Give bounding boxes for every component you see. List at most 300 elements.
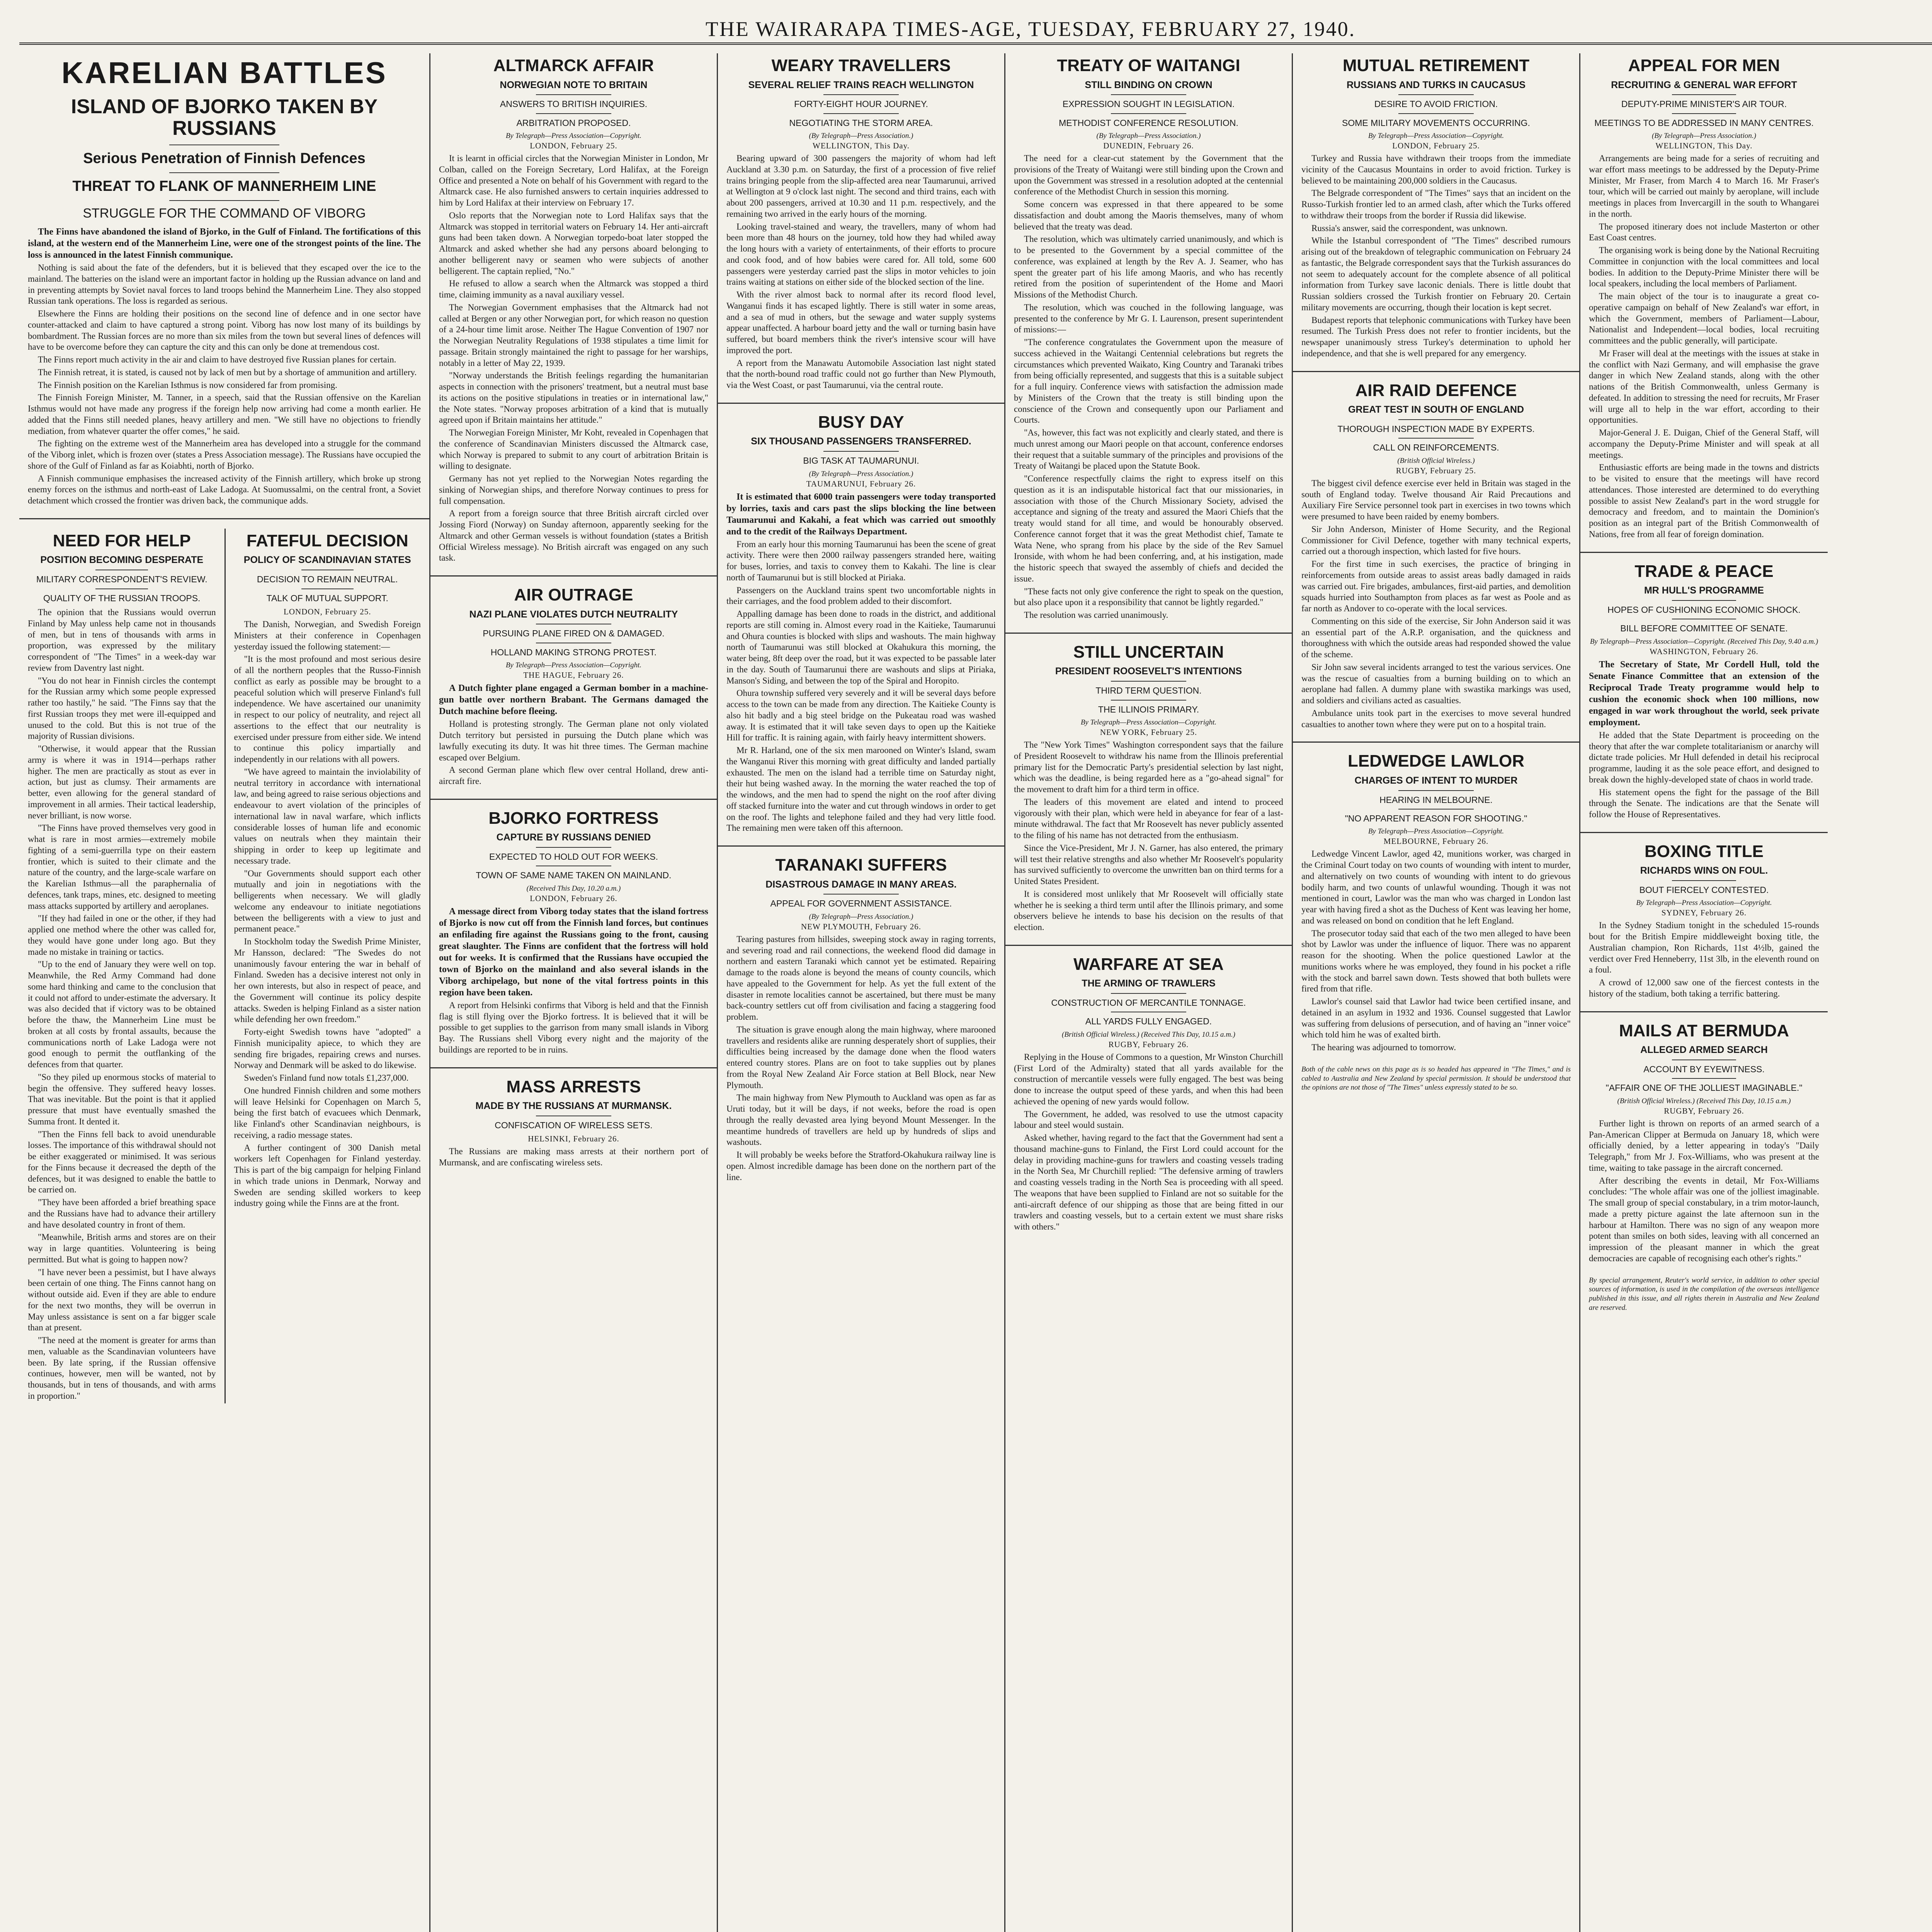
- divider: [718, 845, 1004, 847]
- wire-credit: (By Telegraph—Press Association.): [809, 132, 913, 140]
- paragraph: It is estimated that 6000 train passengers were today transported by lorries, taxis and cars past the slips blocking the line between Taumarunui and Kakahi, a feat which was carried out smoothly and to the credit of the Railways Department.: [726, 492, 996, 537]
- paragraph: Holland is protesting strongly. The German plane not only violated Dutch territory but persisted in pursuing the Dutch plane which was lawfully executing its duty. It was hit three times. The German machine escaped over Belgium.: [439, 719, 708, 762]
- paragraph: "Conference respectfully claims the right to express itself on this question as it is an indisputable historical fact that our missionaries, in association with those of the Church Missionary Society, advised the acceptance and signing of the treaty and assured the Maori Chiefs that the treaty would stand for all time, and would be honourably observed. Conference cannot forget that it was the great Methodist chief, Tamate te Wata Nene, who sprang from his place by the side of the Rev Samuel Ironside, with whom he had been conferring, and, at his instigation, made the historic speech that swayed the assembly of chiefs and decided the issue.: [1014, 474, 1283, 583]
- times-footnote: Both of the cable news on this page as is so headed has appeared in "The Times," and is cabled to Australia and New Zealand by special permission. It should be understood that the opinions are not those of "The Times" unless expressly stated to be so.: [1301, 1065, 1571, 1092]
- paragraph: The main highway from New Plymouth to Auckland was open as far as Uruti today, but it will be days, if not weeks, before the road is open through the really devasted area lying beyond Mount Messenger. In the meantime hundreds of travellers are held up by hundreds of slips and washouts.: [726, 1093, 996, 1147]
- deck: BILL BEFORE COMMITTEE OF SENATE.: [1620, 623, 1788, 634]
- divider: [1580, 1011, 1828, 1012]
- article-trade-and-peace: [1589, 562, 1819, 820]
- paragraph: After describing the events in detail, Mr Fox-Williams concludes: "The whole affair was one of the jolliest imaginable. The small group of special constabulary, in a trim motor-launch, made a pretty picture against the late afternoon sun in the harbour at Hamilton. There was no sign of any weapon more potent than smiles on both sides, leaving with all concerned an impression of the pleasant manner in which the great democracies are capable of recognising each other's rights.": [1589, 1175, 1819, 1263]
- article-mass-arrests: [439, 1078, 708, 1168]
- divider: [823, 113, 899, 114]
- paragraph: The Finnish Foreign Minister, M. Tanner, in a speech, said that the Russian offensive on the Karelian Isthmus would not have made any progress if the foreign help now arriving had come a month earlier. He added that the Finns still needed planes, heavy artillery and men. "We still have no objections to friendly mediation, from whatever quarter the offer comes," he said.: [28, 393, 421, 436]
- divider: [430, 575, 717, 577]
- deck: MILITARY CORRESPONDENT'S REVIEW.: [36, 574, 207, 585]
- deck: BOUT FIERCELY CONTESTED.: [1639, 885, 1769, 895]
- divider: [1398, 438, 1474, 439]
- dateline: LONDON, February 26.: [530, 893, 617, 903]
- subheadline: ISLAND OF BJORKO TAKEN BY RUSSIANS: [71, 95, 378, 140]
- divider: [536, 847, 611, 848]
- wire-credit: By Telegraph—Press Association—Copyright.: [1368, 132, 1504, 140]
- paragraph: "Norway understands the British feelings regarding the humanitarian aspects in connection with the prisoners' treatment, but a neutral must base its actions on the positive stipulations in treaties or in international law," the Note states. "Norway proposes arbitration of a kind that is mutually agreed upon if Britain maintains her attitude.": [439, 371, 708, 425]
- paragraph: Asked whether, having regard to the fact that the Government had sent a thousand machine-guns to Finland, the First Lord could account for the delay in providing machine-guns for trawlers and coasting vessels trading in the North Sea, Mr Churchill replied: "The defensive arming of trawlers and coasting vessels trading in the North Sea is proceeding with all speed. The weapons that have been supplied to Finland are not so suitable for the anti-aircraft defence of our shipping as those that are being fitted in our trawlers and coasting vessels, but to a certain extent we must share risks with others.": [1014, 1133, 1283, 1232]
- paragraph: "The Finns have proved themselves very good in what is rare in most armies—extremely mobile fighting of a semi-guerrilla type on their eastern frontier, which is suited to their climate and the nature of the country, and the large-scale warfare on the Karelian Isthmus—all the paraphernalia of defences, tank traps, mines, etc. designed to meeting mass attacks supported by artillery and aeroplanes.: [28, 823, 216, 911]
- paragraph: Looking travel-stained and weary, the travellers, many of whom had been more than 48 hours on the journey, told how they had whiled away the long hours with a variety of entertainments, of their efforts to procure and cook food, and of how babies were cared for. All told, some 600 passengers were yesterday carried past the slips in motor vehicles to join trains waiting at stations on either side of the blocked section of the line.: [726, 221, 996, 287]
- paragraph: The Government, he added, was resolved to use the utmost capacity labour and steel would sustain.: [1014, 1109, 1283, 1130]
- deck: DECISION TO REMAIN NEUTRAL.: [257, 574, 398, 585]
- paragraph: The resolution, which was couched in the following language, was presented to the conference by Mr G. I. Laurenson, present superintendent of missions:—: [1014, 302, 1283, 335]
- dateline: THE HAGUE, February 26.: [523, 670, 624, 680]
- column-4: [1005, 53, 1293, 1932]
- article-body: [28, 226, 421, 507]
- paragraph: "It is the most profound and most serious desire of all the northern peoples that the Russo-Finnish conflict as early as possible may be brought to a peaceful solution which will preserve Finland's full independence. We have ascertained our unanimity in respect to our policy of neutrality, and reject all assertions to the effect that our neutrality is exercised under pressure from either side. We intend to continue this policy impartially and independently in our relations with all powers.: [234, 654, 421, 764]
- headline: ALTMARCK AFFAIR: [493, 56, 654, 75]
- paragraph: A report from Helsinki confirms that Viborg is held and that the Finnish flag is still flying over the Bjorko fortress. It is believed that it will be possible to get supplies to the garrison from many small islands in Viborg Bay. The Russians shell Viborg every night and the majority of the buildings are reported to be in ruins.: [439, 1000, 708, 1054]
- deck: TOWN OF SAME NAME TAKEN ON MAINLAND.: [476, 870, 672, 881]
- headline: WEARY TRAVELLERS: [771, 56, 951, 75]
- subheadline: RECRUITING & GENERAL WAR EFFORT: [1611, 79, 1797, 90]
- divider: [169, 172, 279, 173]
- subheadline: SIX THOUSAND PASSENGERS TRANSFERRED.: [751, 436, 971, 447]
- paragraph: The fighting on the extreme west of the Mannerheim area has developed into a struggle for the command of the Viborg inlet, which is frozen over (states a Press Association message). The Russians have occupied the shore of the Gulf of Finland as far as Koiabhti, north of Bjorko.: [28, 439, 421, 471]
- article-need-for-help: [19, 529, 224, 1403]
- deck: MEETINGS TO BE ADDRESSED IN MANY CENTRES.: [1594, 117, 1814, 128]
- deck: THIRD TERM QUESTION.: [1095, 685, 1202, 696]
- wire-credit: (British Official Wireless.) (Received This Day, 10.15 a.m.): [1617, 1097, 1791, 1105]
- paragraph: "You do not hear in Finnish circles the contempt for the Russian army which some people expressed rather too hastily," he said. "The Finns say that the first Russian troops they met were ill-equipped and unused to the cold. But this is not true of the majority of Russian divisions.: [28, 675, 216, 741]
- headline: STILL UNCERTAIN: [1073, 642, 1224, 662]
- paragraph: The proposed itinerary does not include Masterton or other East Coast centres.: [1589, 221, 1819, 243]
- deck: CALL ON REINFORCEMENTS.: [1373, 442, 1499, 453]
- paragraph: The organising work is being done by the National Recruiting Committee in conjunction with the local committees and local bodies. In addition to the Deputy-Prime Minister there will be local speakers, including the local members of Parliament.: [1589, 245, 1819, 289]
- article-appeal-for-men: [1589, 56, 1819, 540]
- paragraph: "Up to the end of January they were well on top. Meanwhile, the Red Army Command had done some hard thinking and came to the conclusion that it could not afford to under-estimate the adversary. It was also decided that if victory was to be obtained before the thaw, the Mannerheim Line must be broken at all costs by frontal assaults, because the communications north of Lake Ladoga were not good enough to permit the outflanking of the defences from that quarter.: [28, 959, 216, 1070]
- deck: CONFISCATION OF WIRELESS SETS.: [495, 1120, 653, 1130]
- paragraph: He added that the State Department is proceeding on the theory that after the war complete totalitarianism or anarchy will dictate trade policies. Mr Hull defended in detail his reciprocal programme, lauding it as the sole peace effort, and designed to break down the highly-developed state of chaos in world trade.: [1589, 730, 1819, 784]
- paragraph: The "New York Times" Washington correspondent says that the failure of President Roosevelt to withdraw his name from the Illinois preferential primary list for the Democratic Party's presidential selection by last night, which was the deadline, is being regarded here as a "go-ahead signal" for the movement to draft him for a third term in office.: [1014, 740, 1283, 794]
- column-1-split: [19, 529, 429, 1403]
- deck: HOLLAND MAKING STRONG PROTEST.: [490, 647, 657, 657]
- article-body: [1589, 920, 1819, 999]
- paragraph: It is learnt in official circles that the Norwegian Minister in London, Mr Colban, called on the Foreign Secretary, Lord Halifax, at the Foreign Office and presented a Note on behalf of his Government with regard to the Altmarck case. He also furnished answers to certain inquiries addressed to him by Lord Halifax at their interview on February 17.: [439, 153, 708, 208]
- dateline: RUGBY, February 26.: [1664, 1106, 1744, 1116]
- paragraph: The hearing was adjourned to tomorrow.: [1311, 1043, 1456, 1053]
- subheadline: STILL BINDING ON CROWN: [1085, 79, 1213, 90]
- paragraph: Commenting on this side of the exercise, Sir John Anderson said it was an essential part of the A.R.P. organisation, and the quickness and thoroughness with which the outside areas had responded showed the value of the scheme.: [1301, 616, 1571, 660]
- paragraph: The leaders of this movement are elated and intend to proceed vigorously with their plan, which were held in abeyance for fear of a last-minute withdrawal. The fact that Mr Roosevelt has never publicly assented to the filing of his name has not detracted from the enthusiasm.: [1014, 797, 1283, 840]
- paragraph: A Dutch fighter plane engaged a German bomber in a machine-gun battle over northern Brabant. The Germans damaged the Dutch machine before fleeing.: [439, 683, 708, 717]
- paragraph: In Stockholm today the Swedish Prime Minister, Mr Hansson, declared: "The Swedes do not unanimously favour entering the war in behalf of Finland. Sweden has a decisive interest not only in her own interests, but also in respect of peace, and the Government will continue its policy despite attacks. Sweden is helping Finland as a sister nation while defending her own freedom.": [234, 937, 421, 1024]
- paragraph: The Secretary of State, Mr Cordell Hull, told the Senate Finance Committee that an extension of the Reciprocal Trade Treaty programme would help to cushion the economic shock when 100 millions, now engaged in war work throughout the world, seek private employment.: [1589, 659, 1819, 728]
- divider: [301, 588, 354, 589]
- deck: ARBITRATION PROPOSED.: [516, 117, 631, 128]
- divider: [1580, 832, 1828, 833]
- wire-credit: (By Telegraph—Press Association.): [809, 469, 913, 478]
- paragraph: The Russians are making mass arrests at their northern port of Murmansk, and are confiscating wireless sets.: [439, 1146, 708, 1168]
- article-boxing-title: [1589, 842, 1819, 1000]
- deck: "AFFAIR ONE OF THE JOLLIEST IMAGINABLE.": [1605, 1083, 1803, 1093]
- wire-credit: By Telegraph—Press Association—Copyright.: [505, 661, 642, 670]
- paragraph: A report from a foreign source that three British aircraft circled over Jossing Fiord (Norway) on Sunday afternoon, apparently seeking for the Altmarck and other German vessels is without foundation (states a British Official Wireless message). No British aircraft was engaged on any such task.: [439, 509, 708, 563]
- wire-credit: (British Official Wireless.) (Received This Day, 10.15 a.m.): [1062, 1030, 1235, 1039]
- dateline: LONDON, February 25.: [284, 607, 371, 617]
- divider: [1672, 113, 1736, 114]
- paragraph: Passengers on the Auckland trains spent two uncomfortable nights in their carriages, and the food problem added to their discomfort.: [726, 585, 996, 606]
- deck: PURSUING PLANE FIRED ON & DAMAGED.: [483, 628, 665, 639]
- divider: [1398, 809, 1474, 810]
- paragraph: Appalling damage has been done to roads in the district, and additional reports are still coming in. Almost every road in the Kaitieke, Taumarunui and Ohura counties is blocked with slips and washouts. The main highway north of Taumarunui was still blocked at Okahukura this morning, the water being, 8ft deep over the road, but it was expected to be passable later in the day. South of Taumarunui there are washouts and slips at Piriaka, Manson's Siding, and between the top of the Spiral and Horopito.: [726, 609, 996, 685]
- subheadline: NORWEGIAN NOTE TO BRITAIN: [500, 79, 648, 90]
- paragraph: Forty-eight Swedish towns have "adopted" a Finnish municipality apiece, to which they are sending fire brigades, repairing crews and nurses. Norway and Denmark will be asked to do likewise.: [234, 1027, 421, 1070]
- headline: TRADE & PEACE: [1634, 561, 1774, 581]
- dateline: RUGBY, February 26.: [1108, 1039, 1189, 1049]
- deck: EXPRESSION SOUGHT IN LEGISLATION.: [1062, 99, 1235, 109]
- dateline: LONDON, February 25.: [530, 141, 617, 151]
- article-body: [1014, 153, 1283, 621]
- article-body: [726, 153, 996, 391]
- paragraph: Sir John saw several incidents arranged to test the various services. One was the rescue of casualties from a burning building on to which an aeroplane had fallen. A dummy plane with swastika markings was used, and soldiers and civilians acted as casualties.: [1301, 662, 1571, 706]
- paragraph: For the first time in such exercises, the practice of bringing in reinforcements from outside areas to assist areas badly damaged in raids was carried out. Fire brigades, ambulances, first-aid parties, and demolition squads hurried into Southampton from places as far west as Poole and as far north as Andover to co-operate with the local services.: [1301, 559, 1571, 614]
- article-body: [726, 934, 996, 1183]
- paragraph: It is considered most unlikely that Mr Roosevelt will officially state whether he is seeking a third term until after the Illinois primary, and some observers believe he intends to base his decision on the results of that election.: [1014, 889, 1283, 932]
- deck: CONSTRUCTION OF MERCANTILE TONNAGE.: [1051, 998, 1246, 1008]
- dateline: SYDNEY, February 26.: [1661, 908, 1747, 918]
- headline: AIR RAID DEFENCE: [1355, 381, 1517, 400]
- dateline: LONDON, February 25.: [1392, 141, 1480, 151]
- wire-credit: (British Official Wireless.): [1397, 456, 1475, 465]
- deck: SOME MILITARY MOVEMENTS OCCURRING.: [1342, 117, 1530, 128]
- deck: QUALITY OF THE RUSSIAN TROOPS.: [43, 593, 201, 603]
- subheadline: MR HULL'S PROGRAMME: [1644, 585, 1764, 596]
- headline: AIR OUTRAGE: [514, 585, 633, 605]
- headline: FATEFUL DECISION: [246, 531, 408, 550]
- deck: BIG TASK AT TAUMARUNUI.: [803, 456, 919, 466]
- paragraph: Ambulance units took part in the exercises to move several hundred casualties to another town where they were put on to a hospital train.: [1301, 708, 1571, 729]
- paragraph: "As, however, this fact was not explicitly and clearly stated, and there is much unrest among our Maori people on that account, conference endorses their request that a suitable summary of the principles and provisions of the Treaty of Waitangi be placed upon the Statute Book.: [1014, 428, 1283, 471]
- article-treaty-of-waitangi: [1014, 56, 1283, 621]
- deck: THE ILLINOIS PRIMARY.: [1098, 704, 1199, 714]
- paragraph: "I have never been a pessimist, but I have always been certain of one thing. The Finns cannot hang on without outside aid. Even if they are able to endure for the next two months, they will be overrun in May unless assistance is sent on a far bigger scale than at present.: [28, 1267, 216, 1333]
- subheadline: RUSSIANS AND TURKS IN CAUCASUS: [1347, 79, 1526, 90]
- wire-credit: By Telegraph—Press Association—Copyright. (Received This Day, 9.40 a.m.): [1590, 637, 1818, 646]
- article-body: [1589, 659, 1819, 820]
- column-2: [430, 53, 718, 1932]
- divider: [1005, 945, 1292, 946]
- wire-credit: By Telegraph—Press Association—Copyright.: [1368, 827, 1504, 836]
- paragraph: A Finnish communique emphasises the increased activity of the Finnish artillery, which broke up strong enemy forces on the isthmus and north-east of Lake Ladoga. At Suomussalmi, on the central front, a Soviet detachment which crossed the frontier was driven back, the communique adds.: [28, 473, 421, 506]
- deck: EXPECTED TO HOLD OUT FOR WEEKS.: [489, 852, 658, 862]
- article-bjorko-fortress: [439, 809, 708, 1056]
- divider: [1293, 371, 1579, 372]
- dateline: TAUMARUNUI, February 26.: [806, 479, 916, 488]
- deck: NEGOTIATING THE STORM AREA.: [789, 117, 933, 128]
- paragraph: "Otherwise, it would appear that the Russian army is where it was in 1914—perhaps rather higher. The men are practically as stout as ever in action, but just as clumsy. Their armaments are better, even allowing for the general standard of improvement in all armies. Their tactical leadership, never brilliant, is now worse.: [28, 744, 216, 820]
- deck: APPEAL FOR GOVERNMENT ASSISTANCE.: [770, 898, 952, 909]
- divider: [718, 403, 1004, 404]
- divider: [1111, 94, 1186, 95]
- paragraph: Major-General J. E. Duigan, Chief of the General Staff, will accompany the Deputy-Prime Minister and will speak at all meetings.: [1589, 428, 1819, 460]
- article-body: [1589, 153, 1819, 540]
- paragraph: His statement opens the fight for the passage of the Bill through the Senate. The indications are that the Senate will follow the House of Representatives.: [1589, 787, 1819, 820]
- wire-credit: By Telegraph—Press Association—Copyright.: [505, 132, 642, 140]
- article-fateful-decision: [224, 529, 430, 1403]
- wire-credit: (By Telegraph—Press Association.): [1651, 132, 1757, 140]
- deck: "NO APPARENT REASON FOR SHOOTING.": [1345, 813, 1527, 823]
- paragraph: Lawlor's counsel said that Lawlor had twice been certified insane, and detained in an asylum in 1932 and 1936. Counsel suggested that Lawlor was suffering from delusions of persecution, and of having an "inner voice" which told him he was of exalted birth.: [1301, 997, 1571, 1040]
- paragraph: "Our Governments should support each other mutually and join in negotiations with the belligerents when necessary. We will gladly welcome any endeavour to initiate negotiations between the belligerents with a view to just and permanent peace.": [234, 868, 421, 934]
- paragraph: Russia's answer, said the correspondent, was unknown.: [1311, 223, 1508, 233]
- subheadline: CAPTURE BY RUSSIANS DENIED: [496, 832, 651, 843]
- paragraph: The Finns report much activity in the air and claim to have destroyed five Russian planes for certain.: [38, 355, 396, 365]
- paragraph: Tearing pastures from hillsides, sweeping stock away in raging torrents, and severing road and rail connections, the weekend flood did damage in northern and eastern Taranaki which cannot yet be estimated. Repairing damage to the roads alone is beyond the means of county councils, which have appealed to the Government for help. As yet the full extent of the disaster in remote localities cannot be ascertained, but there must be many back-country settlers cut off from civilisation and facing a staggering food problem.: [726, 934, 996, 1022]
- paragraph: Sir John Anderson, Minister of Home Security, and the Regional Commissioner for Civil Defence, together with many technical experts, carried out a thorough inspection, which lasted for five hours.: [1301, 524, 1571, 556]
- deck: DESIRE TO AVOID FRICTION.: [1374, 99, 1498, 109]
- divider: [1580, 552, 1828, 553]
- dateline: RUGBY, February 25.: [1396, 466, 1476, 475]
- paragraph: Mr Fraser will deal at the meetings with the issues at stake in the conflict with Nazi Germany, and will emphasise the grave danger in which New Zealand stands, along with the other nations of the British Commonwealth, unless Germany is defeated. In addition to stressing the need for recruits, Mr Fraser will urge all to help in the war effort, according to their opportunities.: [1589, 348, 1819, 425]
- divider: [1111, 681, 1186, 682]
- paragraph: The Norwegian Foreign Minister, Mr Koht, revealed in Copenhagen that the conference of Scandinavian Ministers discussed the Altmarck case, which Norway is prepared to submit to any court of arbitration Britain is willing to designate.: [439, 428, 708, 471]
- paragraph: The need for a clear-cut statement by the Government that the provisions of the Treaty of Waitangi were still binding upon the Crown and upon the Government was stressed in a resolution adopted at the centennial conference of the Methodist Church in session this morning.: [1014, 153, 1283, 197]
- column-3: [718, 53, 1005, 1932]
- paragraph: The resolution, which was ultimately carried unanimously, and which is to be presented to the Government by a special committee of the conference, was explained at length by the Rev A. J. Seamer, who has spent the greater part of his life among Maoris, and who has recently retired from the position of superintendent of the Home and Maori Missions of the Methodist Church.: [1014, 234, 1283, 300]
- headline: KARELIAN BATTLES: [61, 56, 387, 90]
- article-karelian-battles: [28, 57, 421, 507]
- article-body: [439, 906, 708, 1056]
- divider: [823, 894, 899, 895]
- divider: [1672, 94, 1736, 95]
- divider: [1293, 742, 1579, 743]
- article-body: [439, 153, 708, 564]
- article-body: [1301, 849, 1571, 1053]
- article-body: [1589, 1118, 1819, 1264]
- paragraph: A second German plane which flew over central Holland, drew anti-aircraft fire.: [439, 765, 708, 786]
- headline: BJORKO FORTRESS: [488, 808, 659, 828]
- subheadline: POSITION BECOMING DESPERATE: [40, 554, 204, 566]
- divider: [823, 94, 899, 95]
- subheadline: SEVERAL RELIEF TRAINS REACH WELLINGTON: [748, 79, 974, 90]
- article-weary-travellers: [726, 56, 996, 391]
- divider: [430, 799, 717, 800]
- headline: TARANAKI SUFFERS: [775, 855, 947, 875]
- article-ledwedge-lawlor: [1301, 752, 1571, 1053]
- wire-credit: By Telegraph—Press Association—Copyright.: [1080, 718, 1217, 727]
- divider: [823, 451, 899, 452]
- paragraph: A further contingent of 300 Danish metal workers left Copenhagen for Finland yesterday. This is part of the big campaign for helping Finland in which trade unions in Denmark, Norway and Sweden are sending skilled workers to keep industry going while the Finns are at the front.: [234, 1143, 421, 1208]
- divider: [1672, 1078, 1736, 1079]
- paragraph: "So they piled up enormous stocks of material to begin the offensive. They suffered heavy losses. That was inevitable. But the point is that it applied pressure that must have eventually smashed the Summa front. It dented it.: [28, 1072, 216, 1126]
- subheadline: RICHARDS WINS ON FOUL.: [1640, 865, 1768, 876]
- dateline: MELBOURNE, February 26.: [1383, 837, 1489, 846]
- divider: [19, 518, 429, 519]
- masthead: [19, 15, 1932, 45]
- column-5: [1293, 53, 1580, 1932]
- headline: BOXING TITLE: [1645, 842, 1764, 861]
- paragraph: Some concern was expressed in that there appeared to be some dissatisfaction and doubt among the Maoris themselves, many of whom believed that the treaty was dead.: [1014, 199, 1283, 231]
- paragraph: The prosecutor today said that each of the two men alleged to have been shot by Lawlor was under the influence of liquor. There was no apparent reason for the shooting. When the police questioned Lawlor at the munitions works where he was employed, they found in his pocket a rifle with the stock and barrel sawn down. Tests showed that both bullets were fired from that rifle.: [1301, 928, 1571, 994]
- paragraph: The biggest civil defence exercise ever held in Britain was staged in the south of England today. Twelve thousand Air Raid Precautions and Auxiliary Fire Service personnel took part in exercises in two towns which were presumed to have been raided by enemy bombers.: [1301, 478, 1571, 522]
- deck: DEPUTY-PRIME MINISTER'S AIR TOUR.: [1621, 99, 1787, 109]
- paragraph: Oslo reports that the Norwegian note to Lord Halifax says that the Altmarck was stopped in territorial waters on February 14. Her anti-aircraft guns had been taken down. A Norwegian torpedo-boat later stopped the Altmarck and asked whether she had any persons aboard belonging to another belligerent navy or seamen who were subjects of another belligerent. The captain replied, "No.": [439, 210, 708, 276]
- paragraph: The situation is grave enough along the main highway, where marooned travellers and residents alike are running desperately short of supplies, their difficulties being increased by the damage done when the flood waters entered country stores. Plans are on foot to take supplies out by planes from the Royal New Zealand Air Force station at Bell Block, near New Plymouth.: [726, 1024, 996, 1090]
- divider: [1111, 993, 1186, 994]
- dateline: NEW YORK, February 25.: [1100, 728, 1197, 737]
- article-body: [439, 682, 708, 787]
- paragraph: It will probably be weeks before the Stratford-Okahukura railway line is open. Almost incredible damage has been done on the northern part of the line.: [726, 1150, 996, 1182]
- paragraph: Bearing upward of 300 passengers the majority of whom had left Auckland at 3.30 p.m. on Saturday, the first of a procession of five relief trains bringing people from the slip-affected area near Taumarunui, arrived at Wellington at 9 o'clock last night. The second and third trains, each with about 200 passengers, arrived at 10.30 and 11 p.m. respectively, and the remaining two arrived in the early hours of the morning.: [726, 153, 996, 219]
- headline: MAILS AT BERMUDA: [1619, 1021, 1789, 1040]
- dateline: WELLINGTON, This Day.: [1655, 141, 1753, 151]
- paragraph: Sweden's Finland fund now totals £1,237,000.: [244, 1073, 409, 1083]
- article-body: [1301, 478, 1571, 730]
- deck: FORTY-EIGHT HOUR JOURNEY.: [794, 99, 928, 109]
- columns: [19, 53, 1932, 1932]
- subheadline: ALLEGED ARMED SEARCH: [1640, 1044, 1768, 1056]
- paragraph: The main object of the tour is to inaugurate a great co-operative campaign on behalf of New Zealand's war effort, in which the Government, members of Parliament—Labour, Nationalist and Independent—local bodies, local recruiting committees and the public generally, will participate.: [1589, 291, 1819, 346]
- subheadline: POLICY OF SCANDINAVIAN STATES: [243, 554, 411, 566]
- headline: BUSY DAY: [818, 412, 904, 432]
- paragraph: Enthusiastic efforts are being made in the towns and districts to be visited to ensure that the meetings will have record attendances. Those interested are determined to do everything possible to assist New Zealand's part in the word struggle for democracy and freedom, and to maintain the Dominion's position as an integral part of the British Commonwealth of Nations, free from all fear of foreign domination.: [1589, 463, 1819, 539]
- paragraph: The Danish, Norwegian, and Swedish Foreign Ministers at their conference in Copenhagen yesterday issued the following statement:—: [234, 619, 421, 651]
- deck: METHODIST CONFERENCE RESOLUTION.: [1059, 117, 1238, 128]
- dateline: DUNEDIN, February 26.: [1103, 141, 1194, 151]
- paragraph: Elsewhere the Finns are holding their positions on the second line of defence and in one sector have counter-attacked and claim to have captured a strong point. Viborg has now lost many of its buildings by bombardment. The Russian forces are no more than six miles from the town but several lines of defences will have to be overcome before they can capture the city and this can only be done at tremendous cost.: [28, 309, 421, 352]
- article-body: [28, 607, 216, 1402]
- article-body: [234, 619, 421, 1209]
- paragraph: A report from the Manawatu Automobile Association last night stated that the north-bound road traffic could not go further than New Plymouth, via the West Coast, or past Taumarunui, via the central route.: [726, 358, 996, 390]
- paragraph: Budapest reports that telephonic communications with Turkey have been resumed. The Turkish Press does not refer to frontier incidents, but the newspaper unanimously stress Turkey's determination to uphold her independence, and that she is well prepared for any emergency.: [1301, 315, 1571, 358]
- article-body: [1014, 1052, 1283, 1233]
- divider: [1111, 113, 1186, 114]
- paragraph: Further light is thrown on reports of an armed search of a Pan-American Clipper at Bermuda on January 18, which were officially denied, by a letter appearing in today's "Daily Telegraph," from Mr J. Fox-Williams, who was present at the time, waiting to take passage in the aircraft concerned.: [1589, 1118, 1819, 1173]
- paragraph: While the Istanbul correspondent of "The Times" described rumours arising out of the breakdown of telegraphic communication on February 24 as fantastic, the Belgrade correspondent says that the Turkish assurances do not seem to adequately account for the complete absence of all political information from Turkey save laconic denials. There is little doubt that Russian soldiers crossed the Turkish frontier on February 20. Certain military movements are occurring, though their location is kept secret.: [1301, 236, 1571, 312]
- paragraph: A crowd of 12,000 saw one of the fiercest contests in the history of the stadium, both taking a terrific battering.: [1589, 978, 1819, 998]
- divider: [1398, 113, 1474, 114]
- deck: TALK OF MUTUAL SUPPORT.: [266, 593, 388, 603]
- reuters-footnote: By special arrangement, Reuter's world service, in addition to other special sources of information, is used in the compilation of the overseas intelligence published in this issue, and all rights therein in Australia and New Zealand are reserved.: [1589, 1276, 1819, 1312]
- paragraph: "The need at the moment is greater for arms than men, valuable as the Scandinavian volunteers have been. By late spring, if the Russian offensive continues, however, men will be wanted, not by thousands, but in tens of thousands, and with arms in proportion.": [28, 1335, 216, 1401]
- paragraph: Turkey and Russia have withdrawn their troops from the immediate vicinity of the Caucasus Mountains in order to avoid friction. Turkey is believed to be maintaining 200,000 soldiers in the Caucasus.: [1301, 153, 1571, 185]
- divider: [1398, 419, 1474, 420]
- deck: ACCOUNT BY EYEWITNESS.: [1643, 1064, 1765, 1074]
- divider: [1398, 790, 1474, 791]
- paragraph: "If they had failed in one or the other, if they had applied one method where the other was called for, they would have gone under long ago. But they made no mistake in training or tactics.: [28, 913, 216, 957]
- article-warfare-at-sea: [1014, 955, 1283, 1233]
- article-body: [439, 1146, 708, 1168]
- deck: HOPES OF CUSHIONING ECONOMIC SHOCK.: [1607, 604, 1801, 615]
- paragraph: The Belgrade correspondent of "The Times" says that an incident on the Russo-Turkish frontier led to an armed clash, after which the Turks offered to withdraw their troops from the border if Russia did likewise.: [1301, 188, 1571, 220]
- paragraph: In the Sydney Stadium tonight in the scheduled 15-rounds bout for the British Empire middleweight boxing title, the Australian champion, Ron Richards, 11st 4½lb, gained the verdict over Fred Henneberry, 11st 3lb, in the eleventh round on a foul.: [1589, 920, 1819, 975]
- article-taranaki-suffers: [726, 856, 996, 1183]
- divider: [1111, 700, 1186, 701]
- article-altmarck-affair: [439, 56, 708, 564]
- paragraph: The opinion that the Russians would overrun Finland by May unless help came not in thousands of men, but in tens of thousands with arms in proportion, was expressed by the military correspondent of "The Times" in a week-day war review from Daventry last night.: [28, 607, 216, 673]
- divider: [536, 94, 611, 95]
- deck: ANSWERS TO BRITISH INQUIRIES.: [500, 99, 648, 109]
- paragraph: Since the Vice-President, Mr J. N. Garner, has also entered, the primary will test their relative strengths and also whether Mr Roosevelt's popularity has survived sufficiently to overcome the unwritten ban on third terms for a United States President.: [1014, 843, 1283, 886]
- subheadline: GREAT TEST IN SOUTH OF ENGLAND: [1348, 404, 1524, 415]
- subheadline: MADE BY THE RUSSIANS AT MURMANSK.: [475, 1100, 672, 1112]
- subheadline: Serious Penetration of Finnish Defences: [83, 150, 366, 167]
- column-1: [19, 53, 430, 1932]
- divider: [1672, 880, 1736, 881]
- divider: [1005, 633, 1292, 634]
- paragraph: Germany has not yet replied to the Norwegian Notes regarding the sinking of Norwegian ships, and therefore Norway continues to press for full compensation.: [439, 474, 708, 506]
- paragraph: He refused to allow a search when the Altmarck was stopped a third time, claiming immunity as a naval auxiliary vessel.: [439, 279, 708, 300]
- article-still-uncertain: [1014, 643, 1283, 933]
- wire-credit: (Received This Day, 10.20 a.m.): [526, 884, 621, 893]
- column-6: [1580, 53, 1828, 1932]
- wire-credit: (By Telegraph—Press Association.): [809, 912, 913, 921]
- deck: ALL YARDS FULLY ENGAGED.: [1085, 1016, 1212, 1027]
- divider: [1398, 94, 1474, 95]
- article-mails-at-bermuda: [1589, 1022, 1819, 1264]
- dateline: WASHINGTON, February 26.: [1650, 646, 1759, 656]
- paragraph: The Finnish retreat, it is stated, is caused not by lack of men but by a shortage of ammunition and artillery.: [38, 367, 417, 377]
- wire-credit: By Telegraph—Press Association—Copyright.: [1636, 899, 1772, 907]
- dateline: WELLINGTON, This Day.: [813, 141, 910, 151]
- dateline: NEW PLYMOUTH, February 26.: [801, 922, 922, 931]
- paragraph: From an early hour this morning Taumarunui has been the scene of great activity. There were then 2000 railway passengers stranded here, waiting for buses, lorries, and taxis to convey them to Kakahi. The line is clear north of Taumarunui but is still blocked at Piriaka.: [726, 539, 996, 582]
- subheadline: NAZI PLANE VIOLATES DUTCH NEUTRALITY: [469, 609, 678, 620]
- paragraph: The Finnish position on the Karelian Isthmus is now considered far from promising.: [38, 380, 337, 390]
- dateline: HELSINKI, February 26.: [528, 1134, 619, 1144]
- deck: HEARING IN MELBOURNE.: [1379, 794, 1493, 805]
- deck: THOROUGH INSPECTION MADE BY EXPERTS.: [1337, 423, 1535, 434]
- paragraph: "Meanwhile, British arms and stores are on their way in large quantities. Volunteering is being permitted. But what is going to happen now?: [28, 1232, 216, 1264]
- headline: MASS ARRESTS: [506, 1077, 641, 1096]
- paragraph: "They have been afforded a brief breathing space and the Russians have had to advance their artillery and have desolated country in front of them.: [28, 1197, 216, 1230]
- article-body: [726, 491, 996, 834]
- headline: LEDWEDGE LAWLOR: [1347, 752, 1525, 771]
- subheadline: STRUGGLE FOR THE COMMAND OF VIBORG: [83, 206, 366, 221]
- paragraph: "The conference congratulates the Government upon the measure of success achieved in the Waitangi Centennial celebrations but regrets the circumstances which prevented Waikato, King Country and Taranaki tribes from being officially represented, and suggests that this is a suitable subject for a full inquiry. Conference views with satisfaction the admission made by Ministers of the Crown that the treaty is still binding upon the conscience of the Crown and consequently upon our Parliament and Courts.: [1014, 337, 1283, 425]
- divider: [430, 1067, 717, 1068]
- article-air-outrage: [439, 586, 708, 787]
- paragraph: Mr R. Harland, one of the six men marooned on Winter's Island, swam the Wanganui River this morning with great difficulty and landed partially exhausted. The men on the island had a terrible time on Saturday night, their hut being washed away. In the morning the water reached the top of the windows, and the men had to spend the night on the roof after diving off stacked furniture into the water and cut through windows in order to get on the roof. The lights and telephone failed and they had very little food. The remaining men were taken off this afternoon.: [726, 745, 996, 833]
- paragraph: One hundred Finnish children and some mothers will leave Helsinki for Copenhagen on March 5, being the first batch of evacuees which Denmark, like Finland's other Scandinavian neighbours, is receiving, a radio message states.: [234, 1085, 421, 1140]
- divider: [169, 200, 279, 201]
- divider: [1672, 600, 1736, 601]
- paragraph: Nothing is said about the fate of the defenders, but it is believed that they escaped over the ice to the mainland. The batteries on the island were an important factor in holding up the Russian advance on land and in preventing attempts by Soviet naval forces to land troops behind the Mannerheim Line. They also stopped Russian tank operations. The loss is regarded as serious.: [28, 263, 421, 306]
- headline: APPEAL FOR MEN: [1628, 56, 1780, 75]
- paragraph: "These facts not only give conference the right to speak on the question, but also place upon it a responsibility that cannot be lightly regarded.": [1014, 586, 1283, 607]
- subheadline: DISASTROUS DAMAGE IN MANY AREAS.: [765, 879, 957, 890]
- paragraph: The Norwegian Government emphasises that the Altmarck had not called at Bergen or any other Norwegian port, for which reason no question of a 24-hour time limit arose. Neither The Hague Convention of 1907 nor the Norwegian Neutrality Regulations of 1938 stipulates a time limit for passage. Britain strongly maintained the right to passage for her warships, notably in a letter of May 22, 1939.: [439, 302, 708, 368]
- headline: MUTUAL RETIREMENT: [1342, 56, 1530, 75]
- paragraph: Ledwedge Vincent Lawlor, aged 42, munitions worker, was charged in the Criminal Court today on two counts of wounding with intent to murder, and alternatively on two counts of wounding with intent to do grievous bodily harm, and two counts of unlawful wounding. Though it was not mentioned in court, Lawlor was the man who was charged in London last year with having fired a shot as the Duchess of Kent was leaving her home, and was released on bond on condition that he left England.: [1301, 849, 1571, 925]
- subheadline: THREAT TO FLANK OF MANNERHEIM LINE: [72, 178, 376, 194]
- paragraph: Arrangements are being made for a series of recruiting and war effort mass meetings to be addressed by the Deputy-Prime Minister, Mr Fraser, from March 4 to March 16. Mr Fraser's tour, which will be carried out mainly by aeroplane, will include meetings in places from Invercargill in the south to Whangarei in the north.: [1589, 153, 1819, 219]
- article-body: [1301, 153, 1571, 359]
- article-busy-day: [726, 413, 996, 834]
- paragraph: "We have agreed to maintain the inviolability of neutral territory in accordance with international law, and being agreed to raise serious objections and endeavour to avert violation of the principles of international law in naval warfare, which inflicts considerable losses of human life and economic values on neutrals when they maintain their shipping in order to keep up legitimate and necessary trade.: [234, 767, 421, 866]
- subheadline: THE ARMING OF TRAWLERS: [1082, 978, 1216, 989]
- subheadline: CHARGES OF INTENT TO MURDER: [1354, 775, 1518, 786]
- paragraph: The resolution was carried unanimously.: [1024, 610, 1168, 620]
- article-mutual-retirement: [1301, 56, 1571, 359]
- article-body: [1014, 740, 1283, 933]
- paragraph: The Finns have abandoned the island of Bjorko, in the Gulf of Finland. The fortifications of this island, at the western end of the Mannerheim Line, were one of the strongest points of the line. The loss is announced in the latest Finnish communique.: [28, 227, 421, 260]
- paragraph: Ohura township suffered very severely and it will be several days before access to the town can be made from any direction. The Kaitieke County is also hit badly and a big steel bridge on the Pukeatau road was washed away. It is estimated that it will take seven days to open up the Kaitieke Hill for traffic. It is raining again, with fairly heavy intermittent showers.: [726, 688, 996, 743]
- article-air-raid-defence: [1301, 381, 1571, 730]
- paragraph: With the river almost back to normal after its record flood level, Wanganui finds it has escaped lightly. There is still water in some areas, and a sea of mud in others, but the sewage and water supply systems appear unaffected. A harbour board jetty and the wall or turning basin have suffered, but board members think the river's intensive scour will have improved the port.: [726, 290, 996, 355]
- headline: TREATY OF WAITANGI: [1057, 56, 1240, 75]
- headline: WARFARE AT SEA: [1073, 954, 1224, 974]
- paragraph: A message direct from Viborg today states that the island fortress of Bjorko is now cut off from the Finnish land forces, but continues an enfilading fire against the Russians going to the front, causing great slaughter. The Finns are confident that the fortress will hold out for weeks. It is confirmed that the Russians have occupied the town of Bjorko on the mainland and also several islands in the Viborg archipelago, but none of the vital fortress points in this region have been taken.: [439, 906, 708, 998]
- paragraph: Replying in the House of Commons to a question, Mr Winston Churchill (First Lord of the Admiralty) stated that all yards available for the construction of mercantile vessels were fully engaged. The best was being done to increase the output speed of these yards, and when this had been achieved the opening of new yards would follow.: [1014, 1052, 1283, 1106]
- headline: NEED FOR HELP: [53, 531, 191, 550]
